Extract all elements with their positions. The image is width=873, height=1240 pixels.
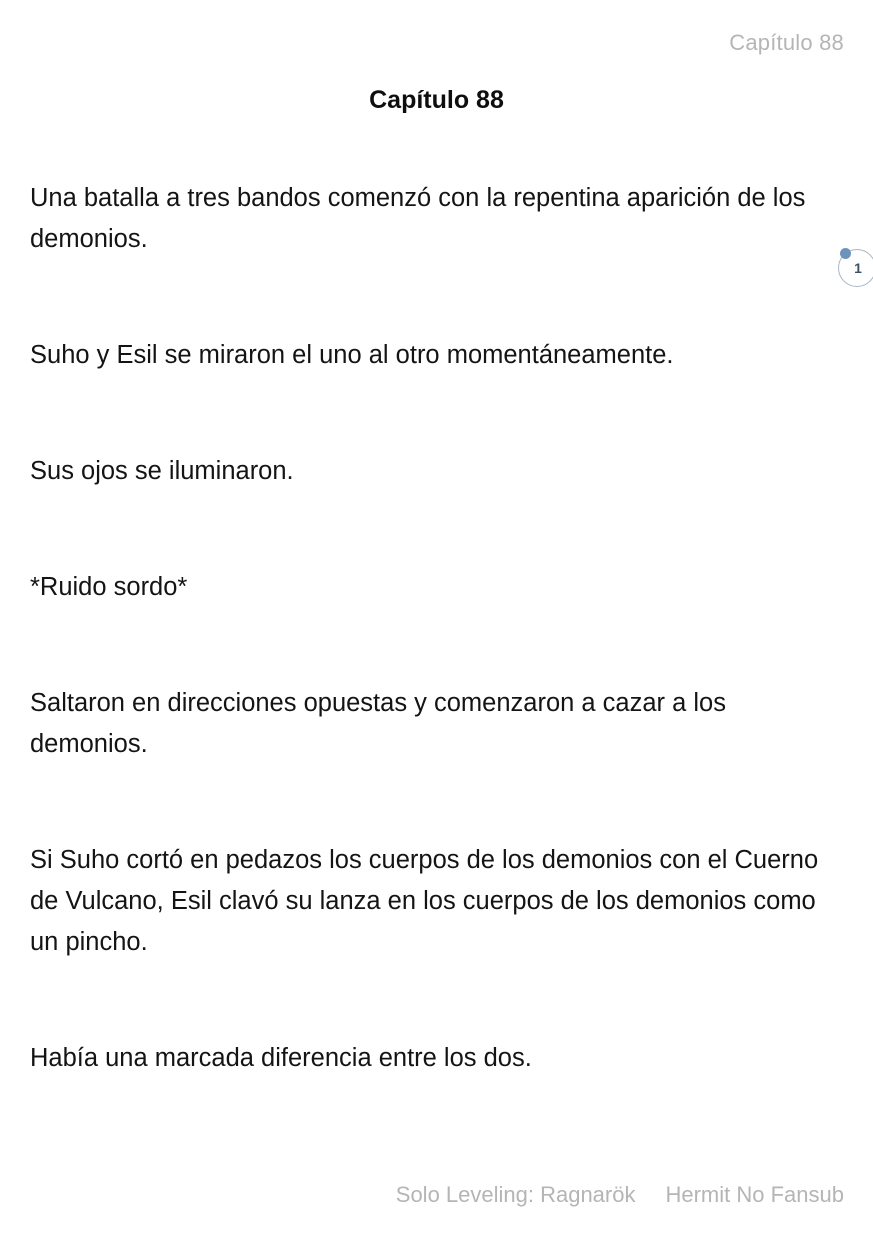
paragraph: Sus ojos se iluminaron.: [30, 457, 294, 485]
comment-count: 1: [854, 260, 862, 276]
paragraph: Una batalla a tres bandos comenzó con la repentina aparición de los demonios.: [30, 184, 806, 253]
chapter-content: [30, 178, 845, 1079]
comment-bubble-icon: [840, 248, 851, 259]
paragraph: Suho y Esil se miraron el uno al otro momentáneamente.: [30, 341, 674, 369]
paragraph: Había una marcada diferencia entre los dos.: [30, 1044, 532, 1072]
page-footer: [396, 1182, 844, 1208]
running-header: Capítulo 88: [729, 30, 844, 55]
paragraph: Si Suho cortó en pedazos los cuerpos de los demonios con el Cuerno de Vulcano, Esil clavó su lanza en los cuerpos de los demonios como un pincho.: [30, 846, 819, 956]
footer-translator: Hermit No Fansub: [665, 1182, 844, 1207]
footer-book-title: Solo Leveling: Ragnarök: [395, 1182, 636, 1207]
paragraph: Saltaron en direcciones opuestas y comenzaron a cazar a los demonios.: [30, 689, 726, 758]
paragraph: *Ruido sordo*: [30, 573, 188, 601]
chapter-title: Capítulo 88: [369, 86, 504, 114]
